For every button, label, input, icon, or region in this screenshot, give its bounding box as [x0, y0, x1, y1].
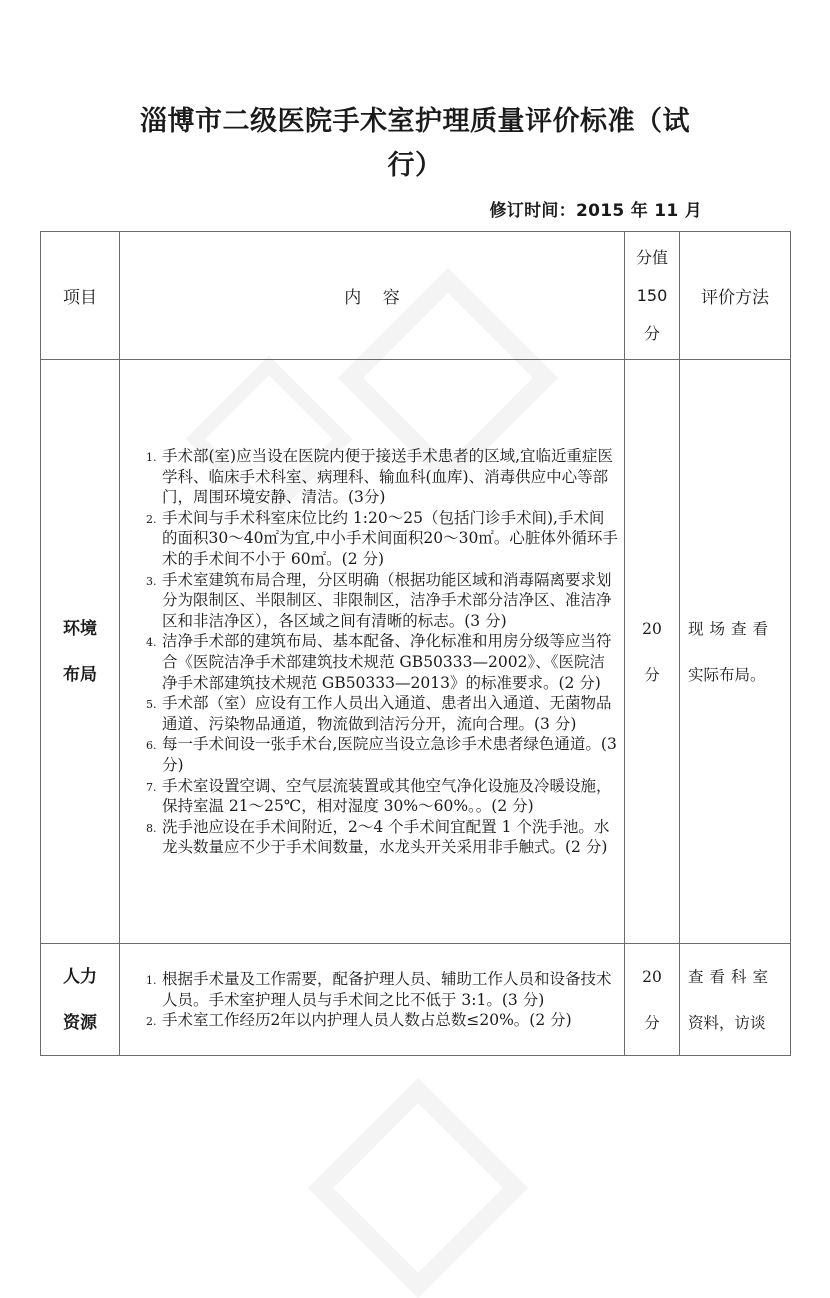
list-item: 2. 手术室工作经历2年以内护理人员人数占总数≤20%。(2 分): [160, 1010, 618, 1031]
list-item: 8. 洗手池应设在手术间附近，2～4 个手术间宜配置 1 个洗手池。水龙头数量应不少于手术间数量，水龙头开关采用非手触式。(2 分): [160, 817, 618, 858]
header-content-label: 内 容: [344, 288, 400, 308]
list-item: 1. 手术部(室)应当设在医院内便于接送手术患者的区域,宜临近重症医学科、临床手术科室、病理科、输血科(血库)、消毒供应中心等部门，周围环境安静、清洁。(3分): [160, 446, 618, 508]
score-value: 20: [642, 967, 662, 986]
content-cell: [120, 944, 625, 1056]
table-header-row: [41, 232, 791, 360]
list-item: 3. 手术室建筑布局合理，分区明确（根据功能区域和消毒隔离要求划分为限制区、半限制区、非限制区，洁净手术部分洁净区、准洁净区和非洁净区），各区域之间有清晰的标志。(3 分): [160, 570, 618, 632]
revision-date: 修订时间：2015 年 11 月: [489, 201, 702, 221]
category-cell: [41, 944, 120, 1056]
list-item: 6. 每一手术间设一张手术台,医院应当设立急诊手术患者绿色通道。(3 分): [160, 734, 618, 775]
category-line2: 资源: [63, 1012, 97, 1033]
header-score-line1: 分值: [635, 247, 668, 267]
title-line-1: 淄博市二级医院手术室护理质量评价标准（试: [140, 106, 690, 137]
evaluation-table: [40, 231, 791, 1056]
category-line2: 布局: [63, 664, 97, 685]
category-line1: 人力: [63, 966, 97, 987]
header-method: 评价方法: [680, 232, 791, 360]
header-content: [120, 232, 625, 360]
table-row: [41, 360, 791, 944]
table-row: [41, 944, 791, 1056]
list-item: 1. 根据手术量及工作需要，配备护理人员、辅助工作人员和设备技术人员。手术室护理人员与手术间之比不低于 3:1。(3 分): [160, 969, 618, 1010]
header-score-line2: 150: [636, 285, 668, 305]
content-cell: [120, 360, 625, 944]
header-item: 项目: [41, 232, 120, 360]
title-line-2: 行）: [387, 150, 443, 181]
criteria-list: [120, 966, 624, 1033]
list-item: 2. 手术间与手术科室床位比约 1:20～25（包括门诊手术间),手术间的面积30～40㎡为宜,中小手术间面积20～30㎡。心脏体外循环手术的手术间不小于 60㎡。(2 分): [160, 508, 618, 570]
score-cell: [625, 360, 680, 944]
method-line2: 资料，访谈: [688, 1013, 766, 1032]
method-line1: 查看科室: [688, 967, 775, 986]
document-title: [100, 100, 730, 188]
method-line1: 现场查看: [688, 619, 775, 638]
score-unit: 分: [644, 1013, 660, 1032]
list-item: 4. 洁净手术部的建筑布局、基本配备、净化标准和用房分级等应当符合《医院洁净手术部建筑技术规范 GB50333—2002》、《医院洁净手术部建筑技术规范 GB50333—2013》的标准要求。(2 分): [160, 631, 618, 693]
category-line1: 环境: [63, 618, 97, 639]
method-cell: [680, 944, 791, 1056]
header-score-line3: 分: [643, 323, 660, 343]
score-value: 20: [642, 619, 662, 638]
method-line2: 实际布局。: [688, 665, 766, 684]
list-item: 5. 手术部（室）应设有工作人员出入通道、患者出入通道、无菌物品通道、污染物品通道，物流做到洁污分开，流向合理。(3 分): [160, 693, 618, 734]
criteria-list: [120, 443, 624, 860]
category-cell: [41, 360, 120, 944]
header-score: [625, 232, 680, 360]
method-cell: [680, 360, 791, 944]
score-unit: 分: [644, 665, 660, 684]
list-item: 7. 手术室设置空调、空气层流装置或其他空气净化设施及冷暖设施，保持室温 21～25℃，相对湿度 30%～60%。。(2 分): [160, 776, 618, 817]
score-cell: [625, 944, 680, 1056]
logo-watermark-icon: [308, 1078, 529, 1298]
